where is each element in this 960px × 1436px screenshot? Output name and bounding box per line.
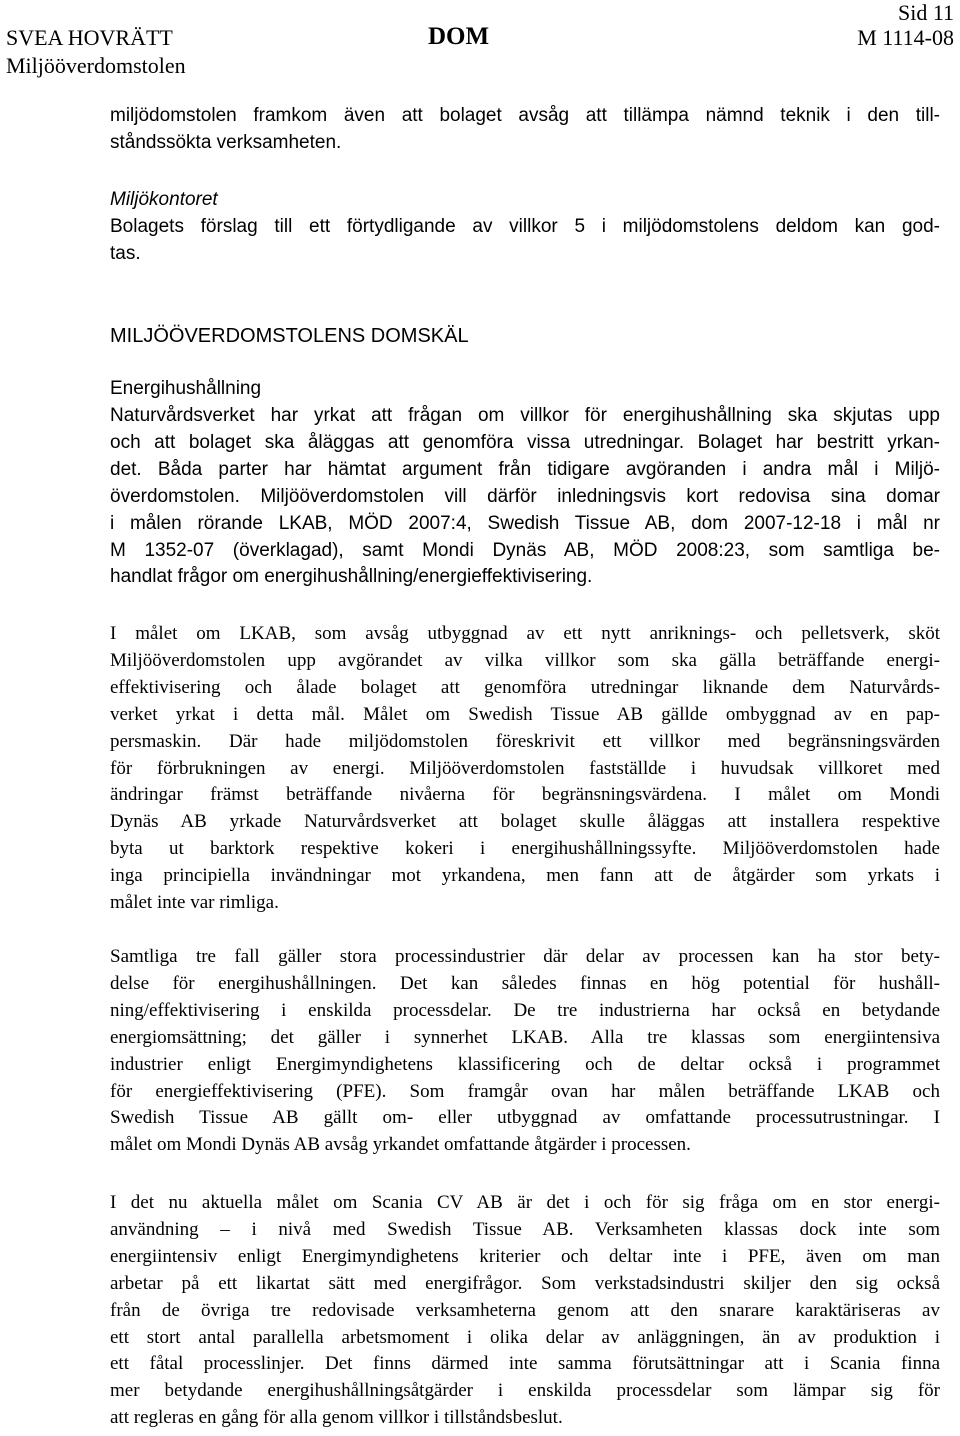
text-line: ändringar främst beträffande nivåerna för begränsningsvärdena. I målet om Mondi xyxy=(110,784,940,806)
text-line: överdomstolen. Miljööverdomstolen vill därför inledningsvis kort redovisa sina domar xyxy=(110,485,940,507)
text-line: ståndssökta verksamheten. xyxy=(110,131,342,153)
text-line: Naturvårdsverket har yrkat att frågan om villkor för energihushållning ska skjutas upp xyxy=(110,405,940,426)
text-line: Bolagets förslag till ett förtydligande av villkor 5 i miljödomstolens deldom kan god- xyxy=(110,215,940,237)
text-line: mer betydande energihushållningsåtgärder i enskilda processdelar som lämpar sig för xyxy=(110,1380,940,1402)
text-line: miljödomstolen framkom även att bolaget avsåg att tillämpa nämnd teknik i den till- xyxy=(110,105,940,126)
text-line: ett stort antal parallella arbetsmoment i olika delar av anläggningen, än av produktion i xyxy=(110,1326,940,1348)
top-paragraph xyxy=(110,103,940,157)
text-line: målet om Mondi Dynäs AB avsåg yrkandet omfattande åtgärder i processen. xyxy=(110,1134,691,1156)
text-line: energiomsättning; det gäller i synnerhet LKAB. Alla tre klassas som energiintensiva xyxy=(110,1026,940,1048)
text-line: Miljööverdomstolen upp avgörandet av vilka villkor som ska gälla beträffande energi- xyxy=(110,649,940,671)
text-line: persmaskin. Där hade miljödomstolen föreskrivit ett villkor med begränsningsvärden xyxy=(110,730,940,752)
paragraph-3 xyxy=(110,944,940,1159)
text-line: ett fåtal processlinjer. Det finns därmed inte samma förutsättningar att i Scania finna xyxy=(110,1353,940,1375)
text-line: Dynäs AB yrkade Naturvårdsverket att bolaget skulle åläggas att installera respektive xyxy=(110,811,940,833)
text-line: det. Båda parter har hämtat argument från tidigare avgöranden i andra mål i Miljö- xyxy=(110,458,940,480)
text-line: att regleras en gång för alla genom villkor i tillståndsbeslut. xyxy=(110,1407,563,1429)
court-name: SVEA HOVRÄTT xyxy=(6,25,173,50)
text-line: verket yrkat i detta mål. Målet om Swedish Tissue AB gällde ombyggnad av en pap- xyxy=(110,703,940,725)
text-line: arbetar på ett likartat sätt med energifrågor. Som verkstadsindustri skiljer den sig också xyxy=(110,1272,940,1294)
text-line: inga principiella invändningar mot yrkandena, men fann att de åtgärder som yrkats i xyxy=(110,865,940,887)
text-line: och att bolaget ska åläggas att genomföra vissa utredningar. Bolaget har bestritt yrkan- xyxy=(110,431,940,453)
text-line: delse för energihushållningen. Det kan således finnas en hög potential för hushåll- xyxy=(110,972,940,994)
paragraph-2 xyxy=(110,621,940,917)
text-line: industrier enligt Energimyndighetens klassificering och de deltar också i programmet xyxy=(110,1053,940,1075)
text-line: ning/effektivisering i enskilda processdelar. De tre industrierna har också en betydande xyxy=(110,999,940,1021)
court-unit: Miljööverdomstolen xyxy=(6,53,186,78)
case-number: M 1114-08 xyxy=(857,25,954,50)
paragraph-1 xyxy=(110,403,940,591)
text-line: Samtliga tre fall gäller stora processindustrier där delar av processen kan ha stor bety- xyxy=(110,946,940,967)
text-line: Swedish Tissue AB gällt om- eller utbyggnad av omfattande processutrustningar. I xyxy=(110,1107,940,1129)
paragraph-4 xyxy=(110,1190,940,1432)
text-line: för förbrukningen av energi. Miljööverdomstolen fastställde i huvudsak villkoret med xyxy=(110,757,940,779)
text-line: handlat frågor om energihushållning/energieffektivisering. xyxy=(110,566,593,588)
text-line: tas. xyxy=(110,242,141,264)
subheading: Energihushållning xyxy=(110,378,262,399)
text-line: från de övriga tre redovisade verksamheterna genom att den snarare karaktäriseras av xyxy=(110,1299,940,1321)
text-line: målet inte var rimliga. xyxy=(110,892,279,914)
text-line: byta ut barktork respektive kokeri i energihushållningssyfte. Miljööverdomstolen hade xyxy=(110,838,940,860)
page-number: Sid 11 xyxy=(897,0,954,25)
text-line: i målen rörande LKAB, MÖD 2007:4, Swedish Tissue AB, dom 2007-12-18 i mål nr xyxy=(110,512,940,534)
section-heading: MILJÖÖVERDOMSTOLENS DOMSKÄL xyxy=(110,325,469,347)
text-line: effektivisering och ålade bolaget att genomföra utredningar liknande dem Naturvårds- xyxy=(110,676,940,698)
text-line: I målet om LKAB, som avsåg utbyggnad av ett nytt anriknings- och pelletsverk, sköt xyxy=(110,623,940,644)
text-line: energiintensiv enligt Energimyndighetens kriterier och deltar inte i PFE, även om man xyxy=(110,1245,940,1267)
text-line: användning – i nivå med Swedish Tissue AB. Verksamheten klassas dock inte som xyxy=(110,1218,940,1240)
text-line: I det nu aktuella målet om Scania CV AB är det i och för sig fråga om en stor energi- xyxy=(110,1192,940,1213)
miljokontoret-section xyxy=(110,187,940,268)
text-line: för energieffektivisering (PFE). Som framgår ovan har målen beträffande LKAB och xyxy=(110,1080,940,1102)
party-label: Miljökontoret xyxy=(110,189,218,210)
document-type: DOM xyxy=(428,23,490,50)
text-line: M 1352-07 (överklagad), samt Mondi Dynäs AB, MÖD 2008:23, som samtliga be- xyxy=(110,539,940,561)
